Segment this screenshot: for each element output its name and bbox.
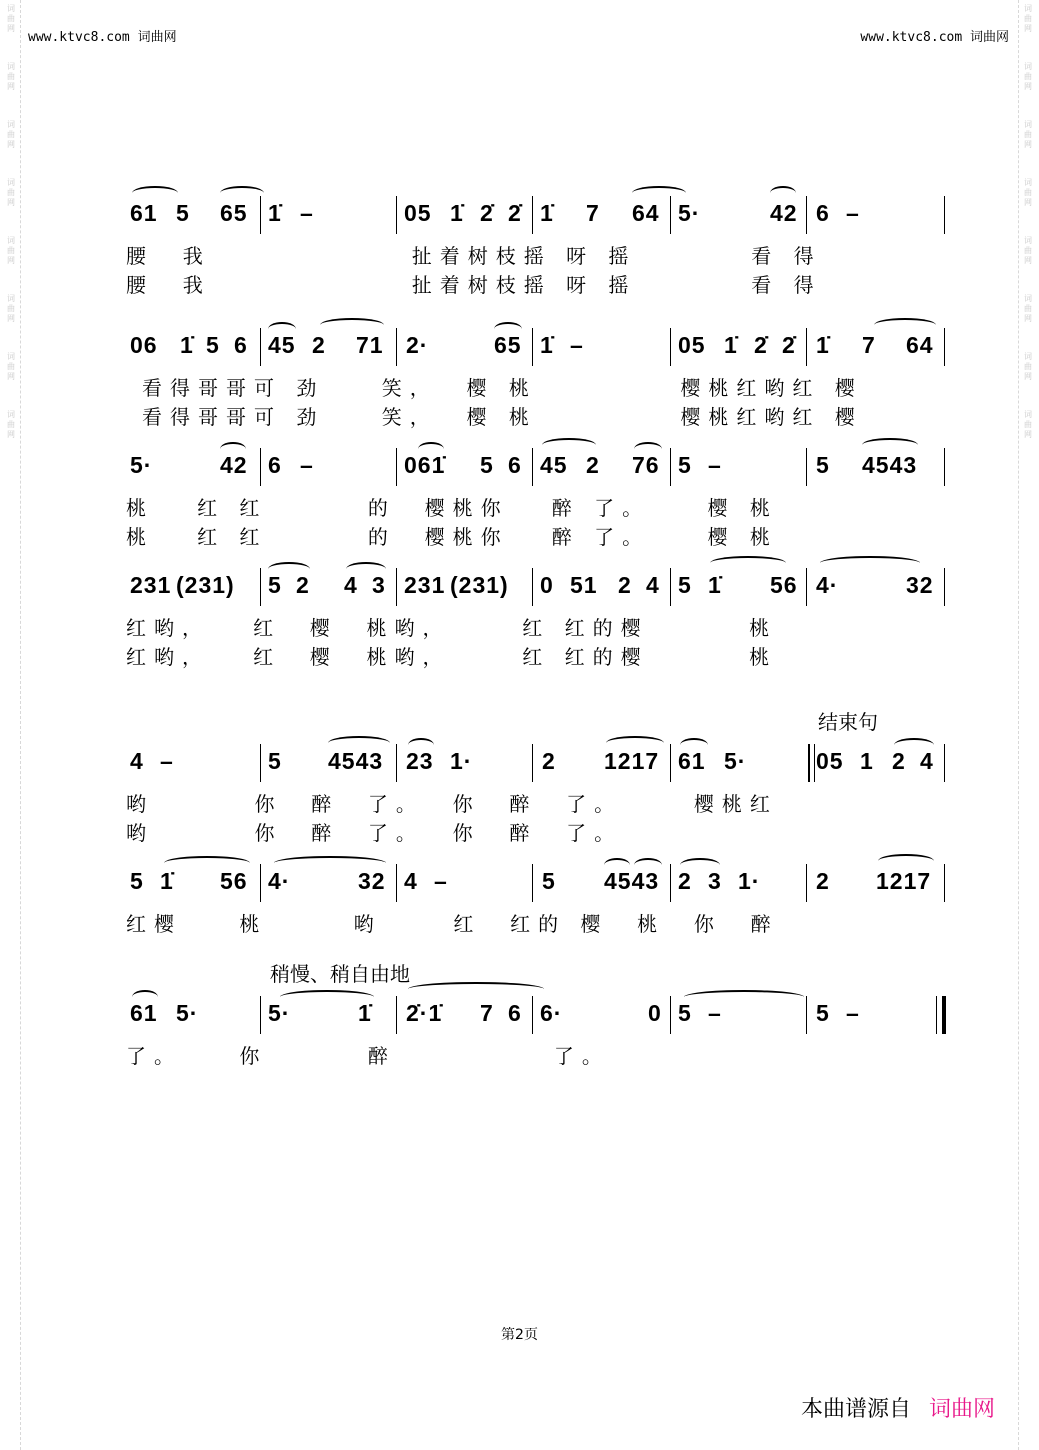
note: 4543 — [862, 452, 918, 478]
note: 2̇ — [480, 200, 494, 226]
lyrics-verse-1: 红哟， 红 樱 桃哟， 红 红的樱 桃 — [126, 616, 778, 640]
watermark-char: 词 — [7, 410, 15, 419]
notes-row — [124, 568, 950, 608]
note: – — [300, 452, 314, 478]
barline — [532, 196, 533, 234]
note: 61 — [130, 1000, 158, 1026]
lyrics-verse-1: 桃 红 红 的 樱桃你 醉 了。 樱 桃 — [126, 496, 778, 520]
note: 61 — [678, 748, 706, 774]
slur — [220, 442, 246, 456]
note: 71 — [356, 332, 384, 358]
barline — [396, 744, 397, 782]
note: 1̇ — [180, 332, 194, 358]
note: – — [708, 452, 722, 478]
watermark-char: 词 — [7, 120, 15, 129]
note: 6 — [508, 452, 522, 478]
slur — [132, 990, 158, 1004]
slur — [632, 186, 686, 200]
note: 42 — [770, 200, 798, 226]
lyrics-verse-2: 哟 你 醉 了。 你 醉 了。 — [126, 821, 623, 845]
note: – — [708, 1000, 722, 1026]
barline — [260, 196, 261, 234]
note: 32 — [906, 572, 934, 598]
note: 2 — [892, 748, 906, 774]
watermark-char: 曲 — [1024, 246, 1032, 255]
notes-row — [124, 196, 950, 236]
note: 061̇ — [404, 452, 446, 478]
note: 5 — [678, 452, 692, 478]
note: 2 — [586, 452, 600, 478]
slur — [680, 858, 720, 872]
note: 5 — [176, 200, 190, 226]
watermark-char: 曲 — [7, 362, 15, 371]
watermark-char: 曲 — [7, 304, 15, 313]
watermark-char: 曲 — [7, 188, 15, 197]
watermark-char: 词 — [1024, 120, 1032, 129]
note: 5 — [268, 748, 282, 774]
lyrics-verse-1: 哟 你 醉 了。 你 醉 了。 樱桃红 — [126, 792, 778, 816]
notes-row — [124, 996, 950, 1036]
watermark-char: 网 — [1024, 24, 1032, 33]
barline — [944, 864, 945, 902]
watermark-char: 网 — [7, 314, 15, 323]
barline — [670, 864, 671, 902]
note: – — [300, 200, 314, 226]
barline — [944, 744, 945, 782]
notes-row — [124, 328, 950, 368]
note: 231 — [130, 572, 172, 598]
note: 1̇ — [708, 572, 722, 598]
slur — [268, 322, 296, 336]
note: 1̇ — [358, 1000, 372, 1026]
watermark-char: 网 — [7, 372, 15, 381]
slur — [862, 438, 918, 452]
note: 4· — [816, 572, 839, 598]
watermark-char: 网 — [7, 198, 15, 207]
barline — [260, 328, 261, 366]
note: 7 — [480, 1000, 494, 1026]
barline — [396, 568, 397, 606]
barline — [532, 328, 533, 366]
note: 5 — [268, 572, 282, 598]
barline — [260, 744, 261, 782]
barline — [944, 328, 945, 366]
watermark-char: 网 — [7, 256, 15, 265]
source-credit — [801, 1392, 995, 1423]
barline — [670, 448, 671, 486]
barline — [806, 864, 807, 902]
barline — [670, 568, 671, 606]
slur — [280, 990, 374, 1004]
note: 5· — [724, 748, 747, 774]
watermark-char: 词 — [1024, 178, 1032, 187]
note: 64 — [906, 332, 934, 358]
barline — [396, 448, 397, 486]
note: 4 — [130, 748, 144, 774]
note: 45 — [268, 332, 296, 358]
tempo-marking: 稍慢、稍自由地 — [270, 962, 410, 986]
note: 2 — [542, 748, 556, 774]
notes-row — [124, 744, 950, 784]
watermark-strip-left — [2, 0, 21, 1450]
slur — [494, 322, 522, 336]
header-url-left: www.ktvc8.com 词曲网 — [28, 30, 177, 45]
barline — [944, 196, 945, 234]
note: 1̇ — [540, 332, 554, 358]
note: 6 — [234, 332, 248, 358]
slur — [346, 562, 386, 576]
watermark-char: 网 — [1024, 430, 1032, 439]
note: 1· — [738, 868, 761, 894]
watermark-char: 网 — [1024, 256, 1032, 265]
note: – — [434, 868, 448, 894]
slur — [328, 736, 390, 750]
barline — [670, 996, 671, 1034]
note: 4543 — [604, 868, 660, 894]
note: 7 — [862, 332, 876, 358]
slur — [132, 186, 178, 200]
final-barline-thin — [936, 996, 937, 1034]
note: – — [160, 748, 174, 774]
watermark-char: 词 — [1024, 352, 1032, 361]
note: 231 — [404, 572, 446, 598]
note: 7 — [586, 200, 600, 226]
barline — [532, 996, 533, 1034]
source-label: 本曲谱源自 — [800, 1397, 911, 1422]
page-number: 第2页 — [501, 1327, 538, 1343]
header-url-right: www.ktvc8.com 词曲网 — [860, 30, 1009, 45]
barline — [396, 328, 397, 366]
slur — [220, 186, 264, 200]
lyrics-verse-1: 腰 我 扯着树枝摇 呀 摇 看 得 — [126, 244, 822, 268]
watermark-char: 曲 — [7, 130, 15, 139]
note: 0 — [648, 1000, 662, 1026]
note: 5 — [816, 1000, 830, 1026]
slur — [164, 856, 250, 870]
barline — [670, 744, 671, 782]
note: 65 — [220, 200, 248, 226]
note: 1· — [450, 748, 473, 774]
barline — [532, 744, 533, 782]
note: 5 — [480, 452, 494, 478]
watermark-char: 曲 — [7, 246, 15, 255]
note: 56 — [220, 868, 248, 894]
barline — [260, 448, 261, 486]
note: 45 — [540, 452, 568, 478]
note: 1̇ — [724, 332, 738, 358]
note: 1̇ — [450, 200, 464, 226]
barline — [670, 196, 671, 234]
watermark-char: 网 — [1024, 314, 1032, 323]
note: 2̇ — [782, 332, 796, 358]
repeat-barline — [814, 744, 815, 782]
note: 5 — [542, 868, 556, 894]
note: 76 — [632, 452, 660, 478]
slur — [878, 854, 934, 868]
final-barline-thick — [942, 996, 946, 1034]
note: 5 — [678, 1000, 692, 1026]
note: 5 — [130, 868, 144, 894]
lyrics-verse-2: 腰 我 扯着树枝摇 呀 摇 看 得 — [126, 273, 822, 297]
watermark-char: 曲 — [7, 420, 15, 429]
note: 0 — [540, 572, 554, 598]
note: 3 — [708, 868, 722, 894]
lyrics-verse-1: 了。 你 醉 了。 — [126, 1044, 610, 1068]
barline — [806, 448, 807, 486]
slur — [408, 738, 434, 752]
note: 4 — [920, 748, 934, 774]
watermark-char: 网 — [1024, 140, 1032, 149]
watermark-char: 网 — [1024, 372, 1032, 381]
watermark-char: 网 — [7, 140, 15, 149]
note: 05 — [678, 332, 706, 358]
slur — [874, 318, 936, 332]
note: 5 — [678, 572, 692, 598]
note: 32 — [358, 868, 386, 894]
note: 3 — [372, 572, 386, 598]
barline — [944, 568, 945, 606]
slur — [320, 318, 384, 332]
watermark-char: 词 — [7, 352, 15, 361]
slur — [680, 738, 708, 752]
note: 51 — [570, 572, 598, 598]
note: 65 — [494, 332, 522, 358]
note: 06 — [130, 332, 158, 358]
note: 2̇·1̇ — [406, 1000, 443, 1026]
note: – — [846, 200, 860, 226]
barline — [396, 196, 397, 234]
notes-row — [124, 448, 950, 488]
watermark-char: 曲 — [1024, 14, 1032, 23]
watermark-char: 网 — [1024, 198, 1032, 207]
lyrics-verse-1: 红樱 桃 哟 红 红的 樱 桃 你 醉 — [126, 912, 779, 936]
slur — [604, 858, 630, 872]
note: 5· — [130, 452, 153, 478]
note: (231) — [450, 572, 509, 598]
watermark-char: 词 — [1024, 62, 1032, 71]
note: 4 — [646, 572, 660, 598]
note: 2 — [816, 868, 830, 894]
note: 6· — [540, 1000, 563, 1026]
note: 5 — [206, 332, 220, 358]
note: – — [846, 1000, 860, 1026]
watermark-char: 曲 — [1024, 304, 1032, 313]
note: 2 — [678, 868, 692, 894]
note: 1̇ — [160, 868, 174, 894]
barline — [396, 864, 397, 902]
note: 05 — [816, 748, 844, 774]
watermark-char: 词 — [7, 294, 15, 303]
barline — [806, 328, 807, 366]
barline — [260, 864, 261, 902]
note: 2̇ — [508, 200, 522, 226]
barline — [260, 568, 261, 606]
note: 6 — [268, 452, 282, 478]
slur — [418, 442, 444, 456]
note: 5 — [816, 452, 830, 478]
source-brand: 词曲网 — [928, 1397, 995, 1422]
watermark-char: 词 — [7, 4, 15, 13]
note: 5· — [268, 1000, 291, 1026]
watermark-char: 网 — [7, 82, 15, 91]
note: (231) — [176, 572, 235, 598]
watermark-char: 曲 — [1024, 362, 1032, 371]
note: 6 — [816, 200, 830, 226]
barline — [670, 328, 671, 366]
slur — [894, 738, 934, 752]
watermark-char: 网 — [1024, 82, 1032, 91]
slur — [710, 556, 786, 570]
slur — [408, 982, 544, 996]
watermark-char: 词 — [7, 178, 15, 187]
note: 2 — [618, 572, 632, 598]
slur — [274, 856, 386, 870]
note: 1̇ — [540, 200, 554, 226]
slur — [684, 990, 804, 1004]
watermark-char: 词 — [1024, 236, 1032, 245]
watermark-char: 网 — [7, 430, 15, 439]
watermark-char: 曲 — [7, 14, 15, 23]
slur — [634, 442, 662, 456]
watermark-char: 词 — [1024, 410, 1032, 419]
barline — [806, 196, 807, 234]
note: 61 — [130, 200, 158, 226]
watermark-char: 词 — [7, 236, 15, 245]
watermark-char: 曲 — [1024, 72, 1032, 81]
notes-row — [124, 864, 950, 904]
lyrics-verse-2: 看得哥哥可 劲 笑， 樱 桃 樱桃红哟红 樱 — [142, 405, 863, 429]
repeat-barline — [808, 744, 810, 782]
watermark-char: 曲 — [1024, 420, 1032, 429]
note: 1 — [860, 748, 874, 774]
watermark-char: 词 — [1024, 294, 1032, 303]
note: 4· — [268, 868, 291, 894]
watermark-strip-right — [1018, 0, 1037, 1450]
note: 1̇ — [816, 332, 830, 358]
barline — [944, 448, 945, 486]
note: 5· — [678, 200, 701, 226]
note: 05 — [404, 200, 432, 226]
note: 1217 — [604, 748, 660, 774]
note: 4 — [404, 868, 418, 894]
barline — [532, 864, 533, 902]
note: 4543 — [328, 748, 384, 774]
note: 42 — [220, 452, 248, 478]
note: 2̇ — [754, 332, 768, 358]
note: 1̇ — [268, 200, 282, 226]
section-marking-ending: 结束句 — [818, 710, 878, 734]
slur — [634, 858, 662, 872]
note: 4 — [344, 572, 358, 598]
note: – — [570, 332, 584, 358]
slur — [820, 556, 920, 570]
slur — [542, 438, 596, 452]
slur — [268, 562, 310, 576]
barline — [260, 996, 261, 1034]
note: 23 — [406, 748, 434, 774]
barline — [532, 448, 533, 486]
note: 6 — [508, 1000, 522, 1026]
lyrics-verse-1: 看得哥哥可 劲 笑， 樱 桃 樱桃红哟红 樱 — [142, 376, 863, 400]
note: 5· — [176, 1000, 199, 1026]
watermark-char: 曲 — [7, 72, 15, 81]
slur — [606, 736, 664, 750]
watermark-char: 曲 — [1024, 130, 1032, 139]
watermark-char: 词 — [7, 62, 15, 71]
barline — [396, 996, 397, 1034]
note: 64 — [632, 200, 660, 226]
slur — [770, 186, 796, 200]
lyrics-verse-2: 红哟， 红 樱 桃哟， 红 红的樱 桃 — [126, 645, 778, 669]
barline — [806, 568, 807, 606]
note: 2 — [312, 332, 326, 358]
watermark-char: 曲 — [1024, 188, 1032, 197]
barline — [532, 568, 533, 606]
note: 2· — [406, 332, 429, 358]
watermark-char: 词 — [1024, 4, 1032, 13]
barline — [806, 996, 807, 1034]
note: 2 — [296, 572, 310, 598]
watermark-char: 网 — [7, 24, 15, 33]
note: 1217 — [876, 868, 932, 894]
note: 56 — [770, 572, 798, 598]
lyrics-verse-2: 桃 红 红 的 樱桃你 醉 了。 樱 桃 — [126, 525, 778, 549]
